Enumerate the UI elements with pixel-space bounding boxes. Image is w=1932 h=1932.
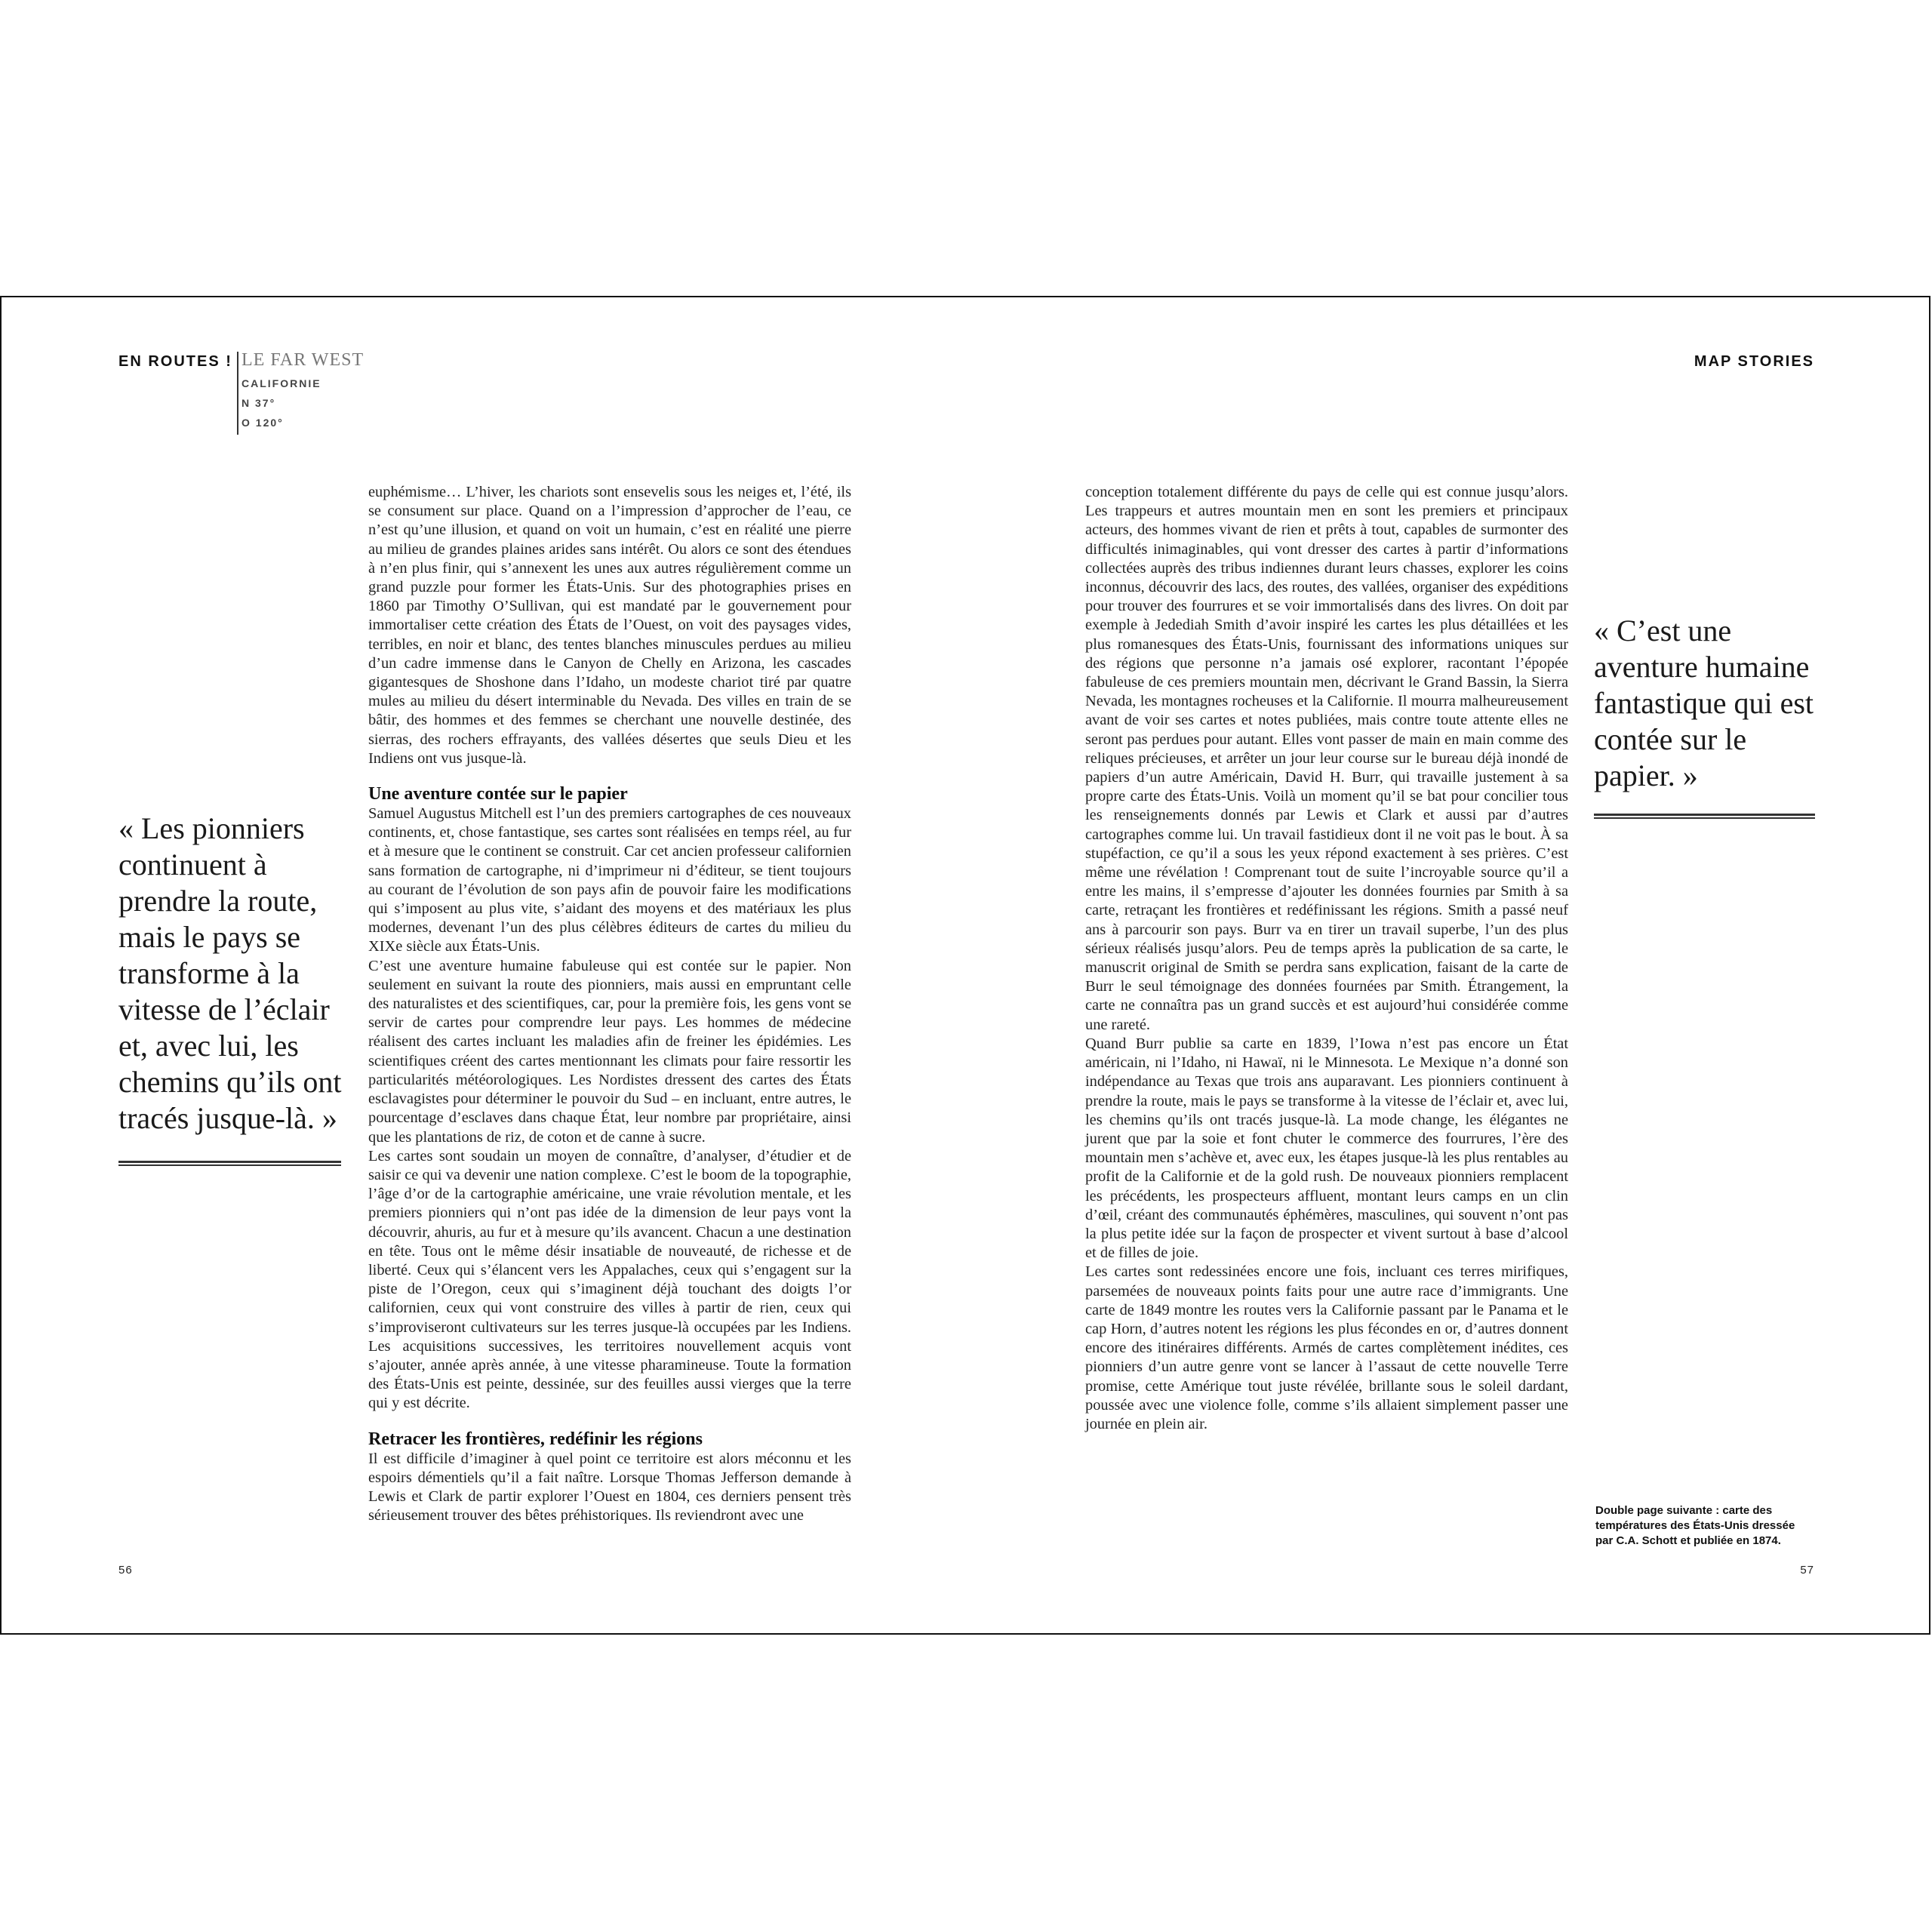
article-column-2 — [1085, 483, 1568, 1434]
chapter-title: LE FAR WEST — [242, 350, 365, 370]
pull-quote-left: « Les pionniers continuent à prendre la route, mais le pays se transforme à la vitesse de l’éclair et, avec lui, les chemins qu’ils ont tracés jusque-là. » — [118, 811, 342, 1135]
pull-quote-right: « C’est une aventure humaine fantastique qui est contée sur le papier. » — [1594, 614, 1814, 792]
paragraph: conception totalement différente du pays de celle qui est connue jusqu’alors. Les trappeurs et autres mountain men en sont les premiers et principaux acteurs, des hommes vivant de rien et prêts à tout, capables de surmonter des difficultés inimaginables, qui vont dresser des cartes à partir d’informations collectées auprès des tribus indiennes durant leurs chasses, explorer les coins inconnus, découvrir des lacs, des routes, des vallées, organiser des expéditions pour trouver des fourrures et se voir immortalisés dans des livres. On doit par exemple à Jedediah Smith d’avoir inspiré les cartes les plus détaillées et les plus romanesques des États-Unis, fournissant des informations uniques sur des régions que personne n’a jamais osé explorer, racontant l’épopée fabuleuse de ces premiers mountain men, décrivant le Grand Bassin, la Sierra Nevada, les montagnes rocheuses et la Californie. Il mourra malheureusement avant de voir ses cartes et notes publiées, mais contre toute attente elles ne seront pas perdues pour autant. Elles vont passer de main en main comme des reliques précieuses, et arrêter un jour leur course sur le bureau déjà inondé de papiers d’un autre Américain, David H. Burr, qui travaille justement à sa propre carte des États-Unis. Voilà un moment qu’il se bat pour concilier tous les renseignements donnés par Lewis et Clark et aussi par d’autres cartographes comme lui. Un travail fastidieux dont il ne voit pas le bout. À sa stupéfaction, ce qu’il a sous les yeux répond exactement à ses prières. C’est même une révélation ! Comprenant tout de suite l’incroyable source qu’il a entre les mains, il s’empresse d’ajouter les données fournies par Smith à sa carte, retraçant les frontières et redéfinissant les régions. Smith a passé neuf ans à parcourir son pays. Burr va en tirer un travail superbe, l’un des plus sérieux réalisés jusqu’alors. Peu de temps après la publication de sa carte, le manuscrit original de Smith se perdra sans explication, faisant de la carte de Burr le seul témoignage des données fournées par Smith. Étrangement, la carte ne connaîtra pas un grand succès et est aujourd’hui considérée comme une rareté. — [1085, 484, 1568, 1033]
longitude-label: O 120° — [242, 417, 284, 429]
subheading: Une aventure contée sur le papier — [368, 784, 628, 804]
page-number-right: 57 — [1800, 1564, 1814, 1577]
section-label: EN ROUTES ! — [118, 353, 232, 370]
paragraph: Il est difficile d’imaginer à quel point ce territoire est alors méconnu et les espoirs démentiels qu’il a fait naître. Lorsque Thomas Jefferson demande à Lewis et Clark de partir explorer l’Ouest en 1804, ces derniers pensent très sérieusement trouver des bêtes préhistoriques. Ils reviendront avec une — [368, 1450, 851, 1524]
header-divider — [237, 352, 238, 435]
series-label: MAP STORIES — [1694, 353, 1814, 370]
paragraph: Quand Burr publie sa carte en 1839, l’Iowa n’est pas encore un État américain, ni l’Idaho, ni Hawaï, ni le Minnesota. Le Mexique n’a donné son indépendance au Texas que trois ans auparavant. Les pionniers continuent à prendre la route, mais le pays se transforme à la vitesse de l’éclair et, avec lui, les chemins qu’ils ont tracés jusque-là. La mode change, les élégantes ne jurent que par la soie et font chuter le commerce des fourrures, l’ère des mountain men s’achève et, avec eux, les étapes jusque-là les plus rentables au profit de la Californie et de la gold rush. De nouveaux pionniers remplacent les précédents, les prospecteurs affluent, montant leurs camps en un clin d’œil, créant des communautés éphémères, masculines, qui souvent n’ont pas la plus petite idée sur la façon de prospecter et vivent surtout à base d’alcool et de filles de joie. — [1085, 1035, 1568, 1262]
subheading: Retracer les frontières, redéfinir les régions — [368, 1429, 703, 1449]
paragraph: C’est une aventure humaine fabuleuse qui est contée sur le papier. Non seulement en suivant la route des pionniers, mais aussi en empruntant celle des naturalistes et des scientifiques, car, pour la première fois, les gens vont se servir de cartes pour comprendre leur pays. Les hommes de médecine réalisent des cartes incluant les maladies afin de freiner les épidémies. Les scientifiques créent des cartes mentionnant les climats pour faire ressortir les particularités météorologiques. Les Nordistes dressent des cartes des États esclavagistes pour déterminer le pouvoir du Sud – en incluant, entre autres, le pourcentage d’esclaves dans chaque État, leur nombre par propriétaire, ainsi que les plantations de riz, de coton et de canne à sucre. — [368, 957, 851, 1146]
pull-quote-rule-left — [118, 1161, 341, 1166]
pull-quote-rule-right — [1594, 814, 1815, 819]
article-column-1 — [368, 483, 851, 1525]
page-number-left: 56 — [118, 1564, 133, 1577]
image-caption: Double page suivante : carte des températures des États-Unis dressée par C.A. Schott et publiée en 1874. — [1595, 1504, 1795, 1547]
paragraph: Samuel Augustus Mitchell est l’un des premiers cartographes de ces nouveaux continents, et, chose fantastique, ses cartes sont réalisées en temps réel, au fur et à mesure que le continent se construit. Car cet ancien professeur californien sans formation de cartographe, ni d’imprimeur ni d’éditeur, se tient toujours au courant de l’évolution de son pays afin de pouvoir faire les modifications qui s’imposent au plus vite, s’aidant des moyens et des matériaux les plus modernes, devenant l’un des plus célèbres éditeurs de cartes du milieu du XIXe siècle aux États-Unis. — [368, 805, 851, 955]
paragraph: euphémisme… L’hiver, les chariots sont ensevelis sous les neiges et, l’été, ils se consument sur place. Quand on a l’impression d’approcher de l’eau, ce n’est qu’une illusion, et quand on voit un humain, c’est en réalité une pierre au milieu de grandes plaines arides sans intérêt. Ou alors ce sont des étendues à n’en plus finir, qui s’annexent les unes aux autres régulièrement comme un grand puzzle pour former les États-Unis. Sur des photographies prises en 1860 par Timothy O’Sullivan, qui est mandaté par le gouvernement pour immortaliser cette création des États de l’Ouest, on voit des paysages vides, terribles, en noir et blanc, des tentes blanches minuscules perdues au milieu d’un cadre immense dans le Canyon de Chelly en Arizona, les cascades gigantesques de Shoshone dans l’Idaho, un modeste chariot tiré par quatre mules au milieu du désert interminable du Nevada. Des villes en train de se bâtir, des hommes et des femmes se cherchant une nouvelle destinée, des sierras, des rochers effrayants, des vallées désertes que seuls Dieu et les Indiens ont vus jusque-là. — [368, 484, 851, 767]
latitude-label: N 37° — [242, 397, 276, 409]
paragraph: Les cartes sont redessinées encore une fois, incluant ces terres mirifiques, parsemées de nouveaux points faits pour une autre race d’immigrants. Une carte de 1849 montre les routes vers la Californie passant par le Panama et le cap Horn, d’autres notent les régions les plus fécondes en or, d’autres donnent encore des itinéraires différents. Armés de cartes complètement inédites, ces pionniers d’un autre genre vont se lancer à l’assaut de cette nouvelle Terre promise, cette Amérique tout juste révélée, brillante sous le soleil dardant, poussée avec une violence folle, comme s’ils allaient simplement passer une journée en plein air. — [1085, 1263, 1568, 1432]
region-label: CALIFORNIE — [242, 377, 321, 389]
paragraph: Les cartes sont soudain un moyen de connaître, d’analyser, d’étudier et de saisir ce qui va devenir une nation complexe. C’est le boom de la topographie, l’âge d’or de la cartographie américaine, une vraie révolution mentale, et les premiers pionniers qui n’ont pas idée de la dimension de leur pays vont la découvrir, ahuris, au fur et à mesure qu’ils avancent. Chacun a une destination en tête. Tous ont le même désir insatiable de nouveauté, de richesse et de liberté. Ceux qui s’élancent vers les Appalaches, ceux qui s’engagent sur la piste de l’Oregon, ceux qui s’imaginent déjà touchant des doigts l’or californien, ceux qui vont construire des villes à partir de rien, ceux qui s’improviseront cultivateurs sur les terres jusque-là occupées par les Indiens. Les acquisitions successives, les territoires nouvellement acquis vont s’ajouter, année après année, à une vitesse pharamineuse. Toute la formation des États-Unis est peinte, dessinée, sur des feuilles aussi vierges que la terre qui y est décrite. — [368, 1147, 851, 1412]
book-spread — [0, 296, 1930, 1635]
